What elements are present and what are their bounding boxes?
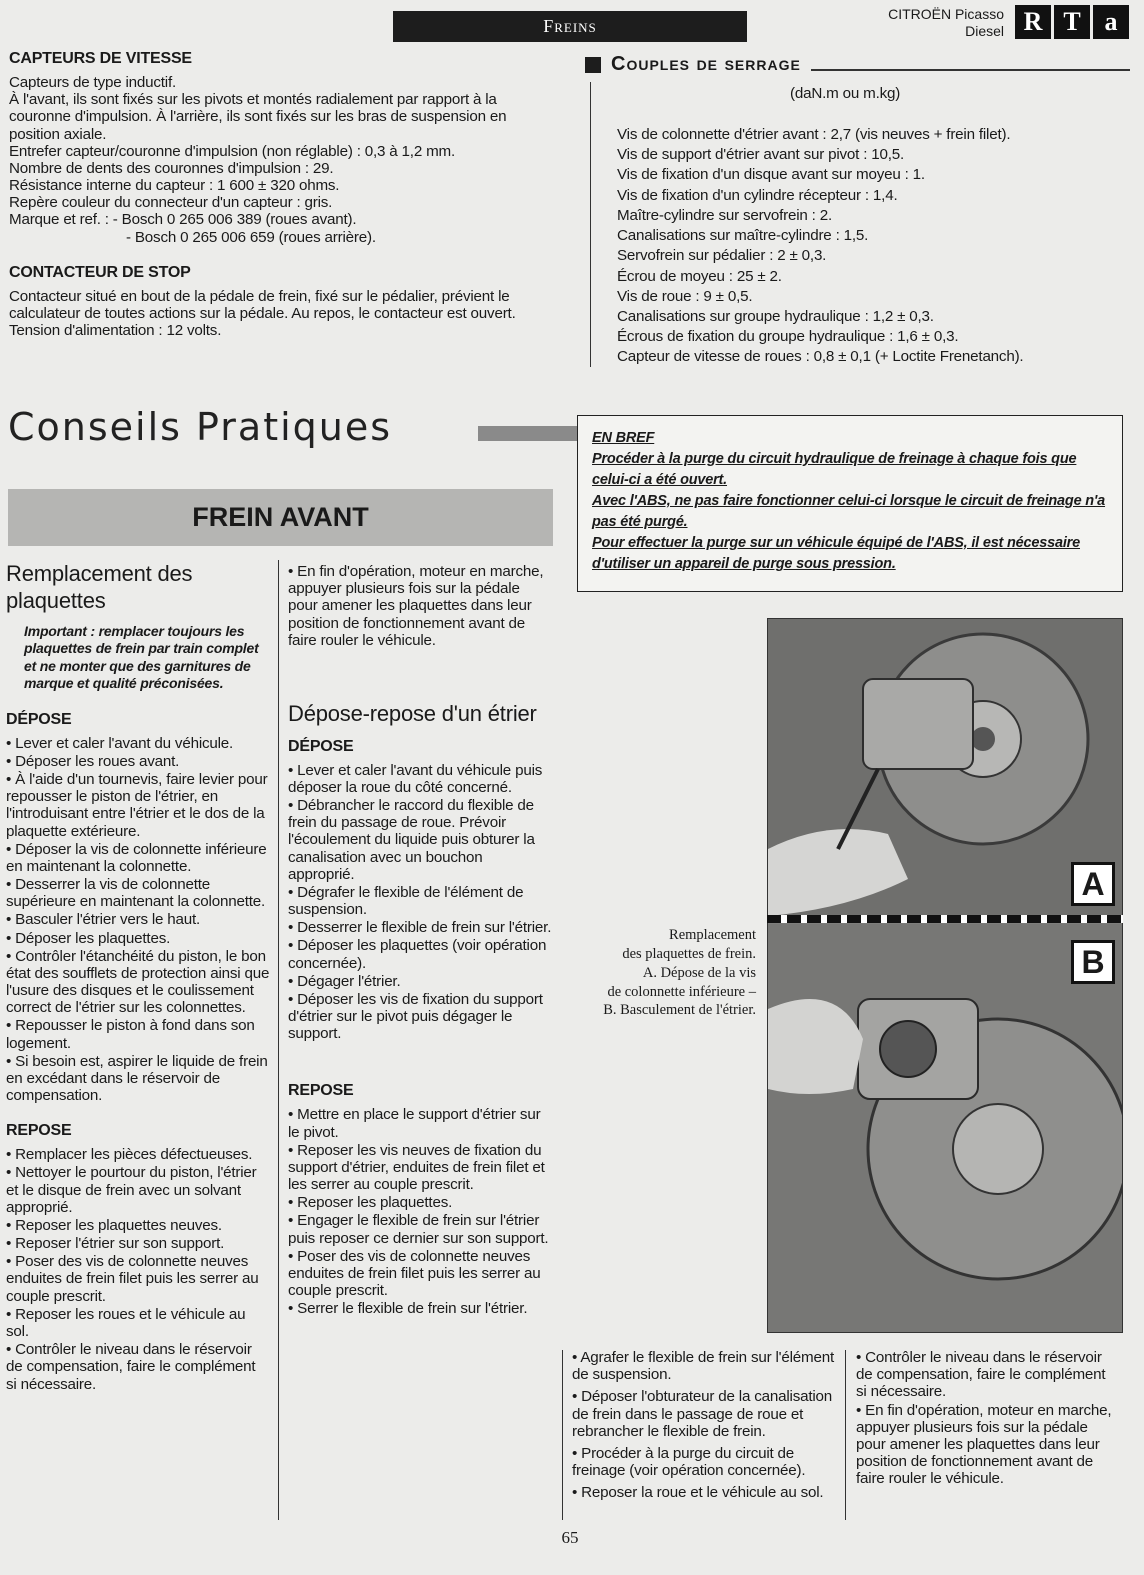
torque-line: Vis de fixation d'un disque avant sur moyeu : 1. — [617, 166, 925, 184]
list-item: • Lever et caler l'avant du véhicule puis déposer la roue du côté concerné. — [288, 762, 552, 796]
text-line: Repère couleur du connecteur d'un capteur : gris. — [9, 194, 333, 212]
column-divider — [590, 82, 591, 367]
column-2 — [288, 563, 552, 1319]
caption-line: Remplacement — [669, 927, 756, 943]
list-item: • Si besoin est, aspirer le liquide de frein en excédant dans le réservoir de compensation. — [6, 1053, 270, 1105]
text-line: Marque et ref. : - Bosch 0 265 006 389 (roues avant). — [9, 211, 357, 229]
square-bullet-icon — [585, 57, 601, 73]
figure-label-b: B — [1071, 940, 1115, 984]
list-item: • Déposer la vis de colonnette inférieure en maintenant la colonnette. — [6, 841, 270, 875]
figure-label-a: A — [1071, 862, 1115, 906]
list-item: • Reposer les roues et le véhicule au sol. — [6, 1306, 270, 1340]
column-divider — [845, 1350, 846, 1520]
text-line: Nombre de dents des couronnes d'impulsion : 29. — [9, 159, 334, 177]
couples-unit: (daN.m ou m.kg) — [790, 85, 901, 102]
list-item: • Contrôler le niveau dans le réservoir de compensation, faire le complément si nécessaire. — [856, 1349, 1120, 1401]
list-item: • Déposer les plaquettes. — [6, 930, 270, 947]
depose-list — [288, 762, 552, 1043]
repose-list — [288, 1106, 552, 1317]
important-note: Important : remplacer toujours les plaquettes de frein par train complet et ne monter que des garnitures de marque et qualité préconisées. — [24, 622, 259, 692]
list-item: • Desserrer la vis de colonnette supérieure en maintenant la colonnette. — [6, 876, 270, 910]
section-heading: Remplacement des plaquettes — [6, 561, 193, 613]
en-bref-title: EN BREF — [592, 430, 655, 446]
repose-title: REPOSE — [288, 1082, 354, 1100]
torque-line: Écrou de moyeu : 25 ± 2. — [617, 267, 782, 285]
brake-illustration — [768, 619, 1123, 1333]
list-item: • Poser des vis de colonnette neuves enduites de frein filet puis les serrer au couple prescrit. — [6, 1253, 270, 1305]
text-line: À l'avant, ils sont fixés sur les pivots et montés radialement par rapport à la couronne d'impulsion. À l'arrière, ils sont fixés sur les bras de suspension en position axiale. — [9, 91, 507, 143]
list-item: • En fin d'opération, moteur en marche, appuyer plusieurs fois sur la pédale pour amener les plaquettes dans leur position de fonctionnement avant de faire rouler le véhicule. — [288, 563, 552, 649]
en-bref-line: Procéder à la purge du circuit hydraulique de freinage à chaque fois que celui-ci a été ouvert. — [592, 451, 1077, 489]
brand-line-1: CITROËN Picasso — [888, 6, 1004, 22]
list-item: • Remplacer les pièces défectueuses. — [6, 1146, 270, 1163]
torque-line: Vis de roue : 9 ± 0,5. — [617, 287, 753, 305]
photo-divider — [767, 915, 1123, 923]
list-item: • Procéder à la purge du circuit de freinage (voir opération concernée). — [572, 1445, 838, 1479]
text-line: Résistance interne du capteur : 1 600 ± 320 ohms. — [9, 177, 340, 195]
conseils-title: Conseils Pratiques — [8, 405, 393, 449]
figure-caption — [586, 926, 756, 1020]
list-item: • Poser des vis de colonnette neuves enduites de frein filet puis les serrer au couple prescrit. — [288, 1248, 552, 1300]
list-item: • Débrancher le raccord du flexible de frein du passage de roue. Prévoir l'écoulement du liquide puis obturer la canalisation avec un bouchon approprié. — [288, 797, 552, 883]
title-bar — [478, 426, 578, 441]
list-item: • Mettre en place le support d'étrier sur le pivot. — [288, 1106, 552, 1140]
list-item: • Reposer l'étrier sur son support. — [6, 1235, 270, 1252]
torque-line: Vis de support d'étrier avant sur pivot : 10,5. — [617, 146, 905, 164]
list-item: • Dégager l'étrier. — [288, 973, 552, 990]
torque-line: Maître-cylindre sur servofrein : 2. — [617, 206, 832, 224]
text-line: Entrefer capteur/couronne d'impulsion (non réglable) : 0,3 à 1,2 mm. — [9, 142, 456, 160]
list-item: • Basculer l'étrier vers le haut. — [6, 911, 270, 928]
frein-avant-banner: FREIN AVANT — [8, 489, 553, 546]
couples-heading — [585, 53, 1130, 76]
list-item: • Dégrafer le flexible de l'élément de suspension. — [288, 884, 552, 918]
brand-line-2: Diesel — [965, 22, 1004, 39]
depose-list — [6, 735, 270, 1105]
list-item: • Déposer les vis de fixation du support d'étrier sur le pivot puis dégager le support. — [288, 991, 552, 1043]
depose-title: DÉPOSE — [6, 710, 72, 728]
capteurs-title: CAPTEURS DE VITESSE — [9, 50, 192, 67]
repose-title: REPOSE — [6, 1122, 72, 1140]
logo-letter: R — [1015, 5, 1051, 39]
torque-line: Canalisations sur groupe hydraulique : 1,2 ± 0,3. — [617, 307, 934, 325]
couples-title: Couples de serrage — [611, 53, 801, 75]
caption-line: A. Dépose de la vis — [642, 964, 756, 981]
column-3 — [572, 1349, 838, 1502]
list-item: • Déposer l'obturateur de la canalisation de frein dans le passage de roue et rebrancher le flexible de frein. — [572, 1388, 838, 1440]
list-item: • Agrafer le flexible de frein sur l'élément de suspension. — [572, 1349, 838, 1383]
list-item: • Nettoyer le pourtour du piston, l'étrier et le disque de frein avec un solvant approprié. — [6, 1164, 270, 1216]
text-line: Contacteur situé en bout de la pédale de frein, fixé sur le pédalier, prévient le calculateur de toutes actions sur la pédale. Au repos, le contacteur est ouvert. — [9, 287, 516, 322]
list-item: • Contrôler l'étanchéité du piston, le bon état des soufflets de protection ainsi que l'usure des disques et le coulissement correct de l'étrier sur les colonnettes. — [6, 948, 270, 1017]
torque-line: Vis de colonnette d'étrier avant : 2,7 (vis neuves + frein filet). — [617, 126, 1011, 143]
torque-line: Servofrein sur pédalier : 2 ± 0,3. — [617, 247, 827, 265]
text-line: - Bosch 0 265 006 659 (roues arrière). — [126, 228, 376, 246]
list-item: • Déposer les roues avant. — [6, 753, 270, 770]
rta-logo — [1015, 5, 1129, 39]
list-item: • Reposer la roue et le véhicule au sol. — [572, 1484, 838, 1501]
list-item: • Reposer les vis neuves de fixation du support d'étrier, enduites de frein filet et les serrer au couple prescrit. — [288, 1142, 552, 1194]
depose-title: DÉPOSE — [288, 737, 354, 755]
section-heading: Dépose-repose d'un étrier — [288, 700, 537, 726]
column-4 — [856, 1349, 1120, 1488]
caption-line: de colonnette inférieure – — [607, 983, 756, 1000]
column-divider — [562, 1350, 563, 1520]
en-bref-line: Pour effectuer la purge sur un véhicule équipé de l'ABS, il est nécessaire d'utiliser un appareil de purge sous pression. — [592, 535, 1080, 573]
list-item: • Contrôler le niveau dans le réservoir de compensation, faire le complément si nécessaire. — [6, 1341, 270, 1393]
en-bref-line: Avec l'ABS, ne pas faire fonctionner celui-ci lorsque le circuit de freinage n'a pas été purgé. — [592, 493, 1106, 531]
heading-rule — [811, 69, 1130, 71]
list-item: • En fin d'opération, moteur en marche, appuyer plusieurs fois sur la pédale pour amener les plaquettes dans leur position de fonctionnement avant de faire rouler le véhicule. — [856, 1402, 1120, 1488]
list-item: • Déposer les plaquettes (voir opération concernée). — [288, 937, 552, 971]
list-item: • À l'aide d'un tournevis, faire levier pour repousser le piston de l'étrier, en l'introduisant entre l'étrier et le dos de la plaquette extérieure. — [6, 771, 270, 840]
torque-line: Canalisations sur maître-cylindre : 1,5. — [617, 227, 869, 245]
column-divider — [278, 560, 279, 1520]
list-item: • Repousser le piston à fond dans son logement. — [6, 1017, 270, 1051]
intro-list — [288, 563, 552, 649]
vehicle-label — [880, 6, 1004, 40]
brake-photo — [767, 618, 1123, 1333]
torque-line: Vis de fixation d'un cylindre récepteur : 1,4. — [617, 186, 898, 204]
list-item: • Reposer les plaquettes. — [288, 1194, 552, 1211]
column-1 — [6, 561, 270, 1394]
list-item: • Reposer les plaquettes neuves. — [6, 1217, 270, 1234]
repose-list — [6, 1146, 270, 1392]
text-line: Capteurs de type inductif. — [9, 74, 177, 91]
capteurs-section — [9, 50, 557, 339]
contacteur-title: CONTACTEUR DE STOP — [9, 263, 191, 281]
list-item: • Lever et caler l'avant du véhicule. — [6, 735, 270, 752]
text-line: Tension d'alimentation : 12 volts. — [9, 322, 222, 340]
couples-list — [617, 125, 1137, 368]
torque-line: Écrous de fixation du groupe hydraulique : 1,6 ± 0,3. — [617, 328, 959, 346]
caption-line: B. Basculement de l'étrier. — [603, 1002, 756, 1019]
logo-letter: T — [1054, 5, 1090, 39]
section-header: Freins — [393, 11, 747, 42]
torque-line: Capteur de vitesse de roues : 0,8 ± 0,1 (+ Loctite Frenetanch). — [617, 348, 1024, 366]
caption-line: des plaquettes de frein. — [622, 945, 756, 962]
list-item: • Engager le flexible de frein sur l'étrier puis reposer ce dernier sur son support. — [288, 1212, 552, 1246]
page-number: 65 — [561, 1528, 579, 1547]
list-item: • Serrer le flexible de frein sur l'étrier. — [288, 1300, 552, 1317]
en-bref-box — [577, 415, 1123, 592]
continued-list — [856, 1349, 1120, 1487]
logo-letter: a — [1093, 5, 1129, 39]
list-item: • Desserrer le flexible de frein sur l'étrier. — [288, 919, 552, 936]
continued-list — [572, 1349, 838, 1501]
